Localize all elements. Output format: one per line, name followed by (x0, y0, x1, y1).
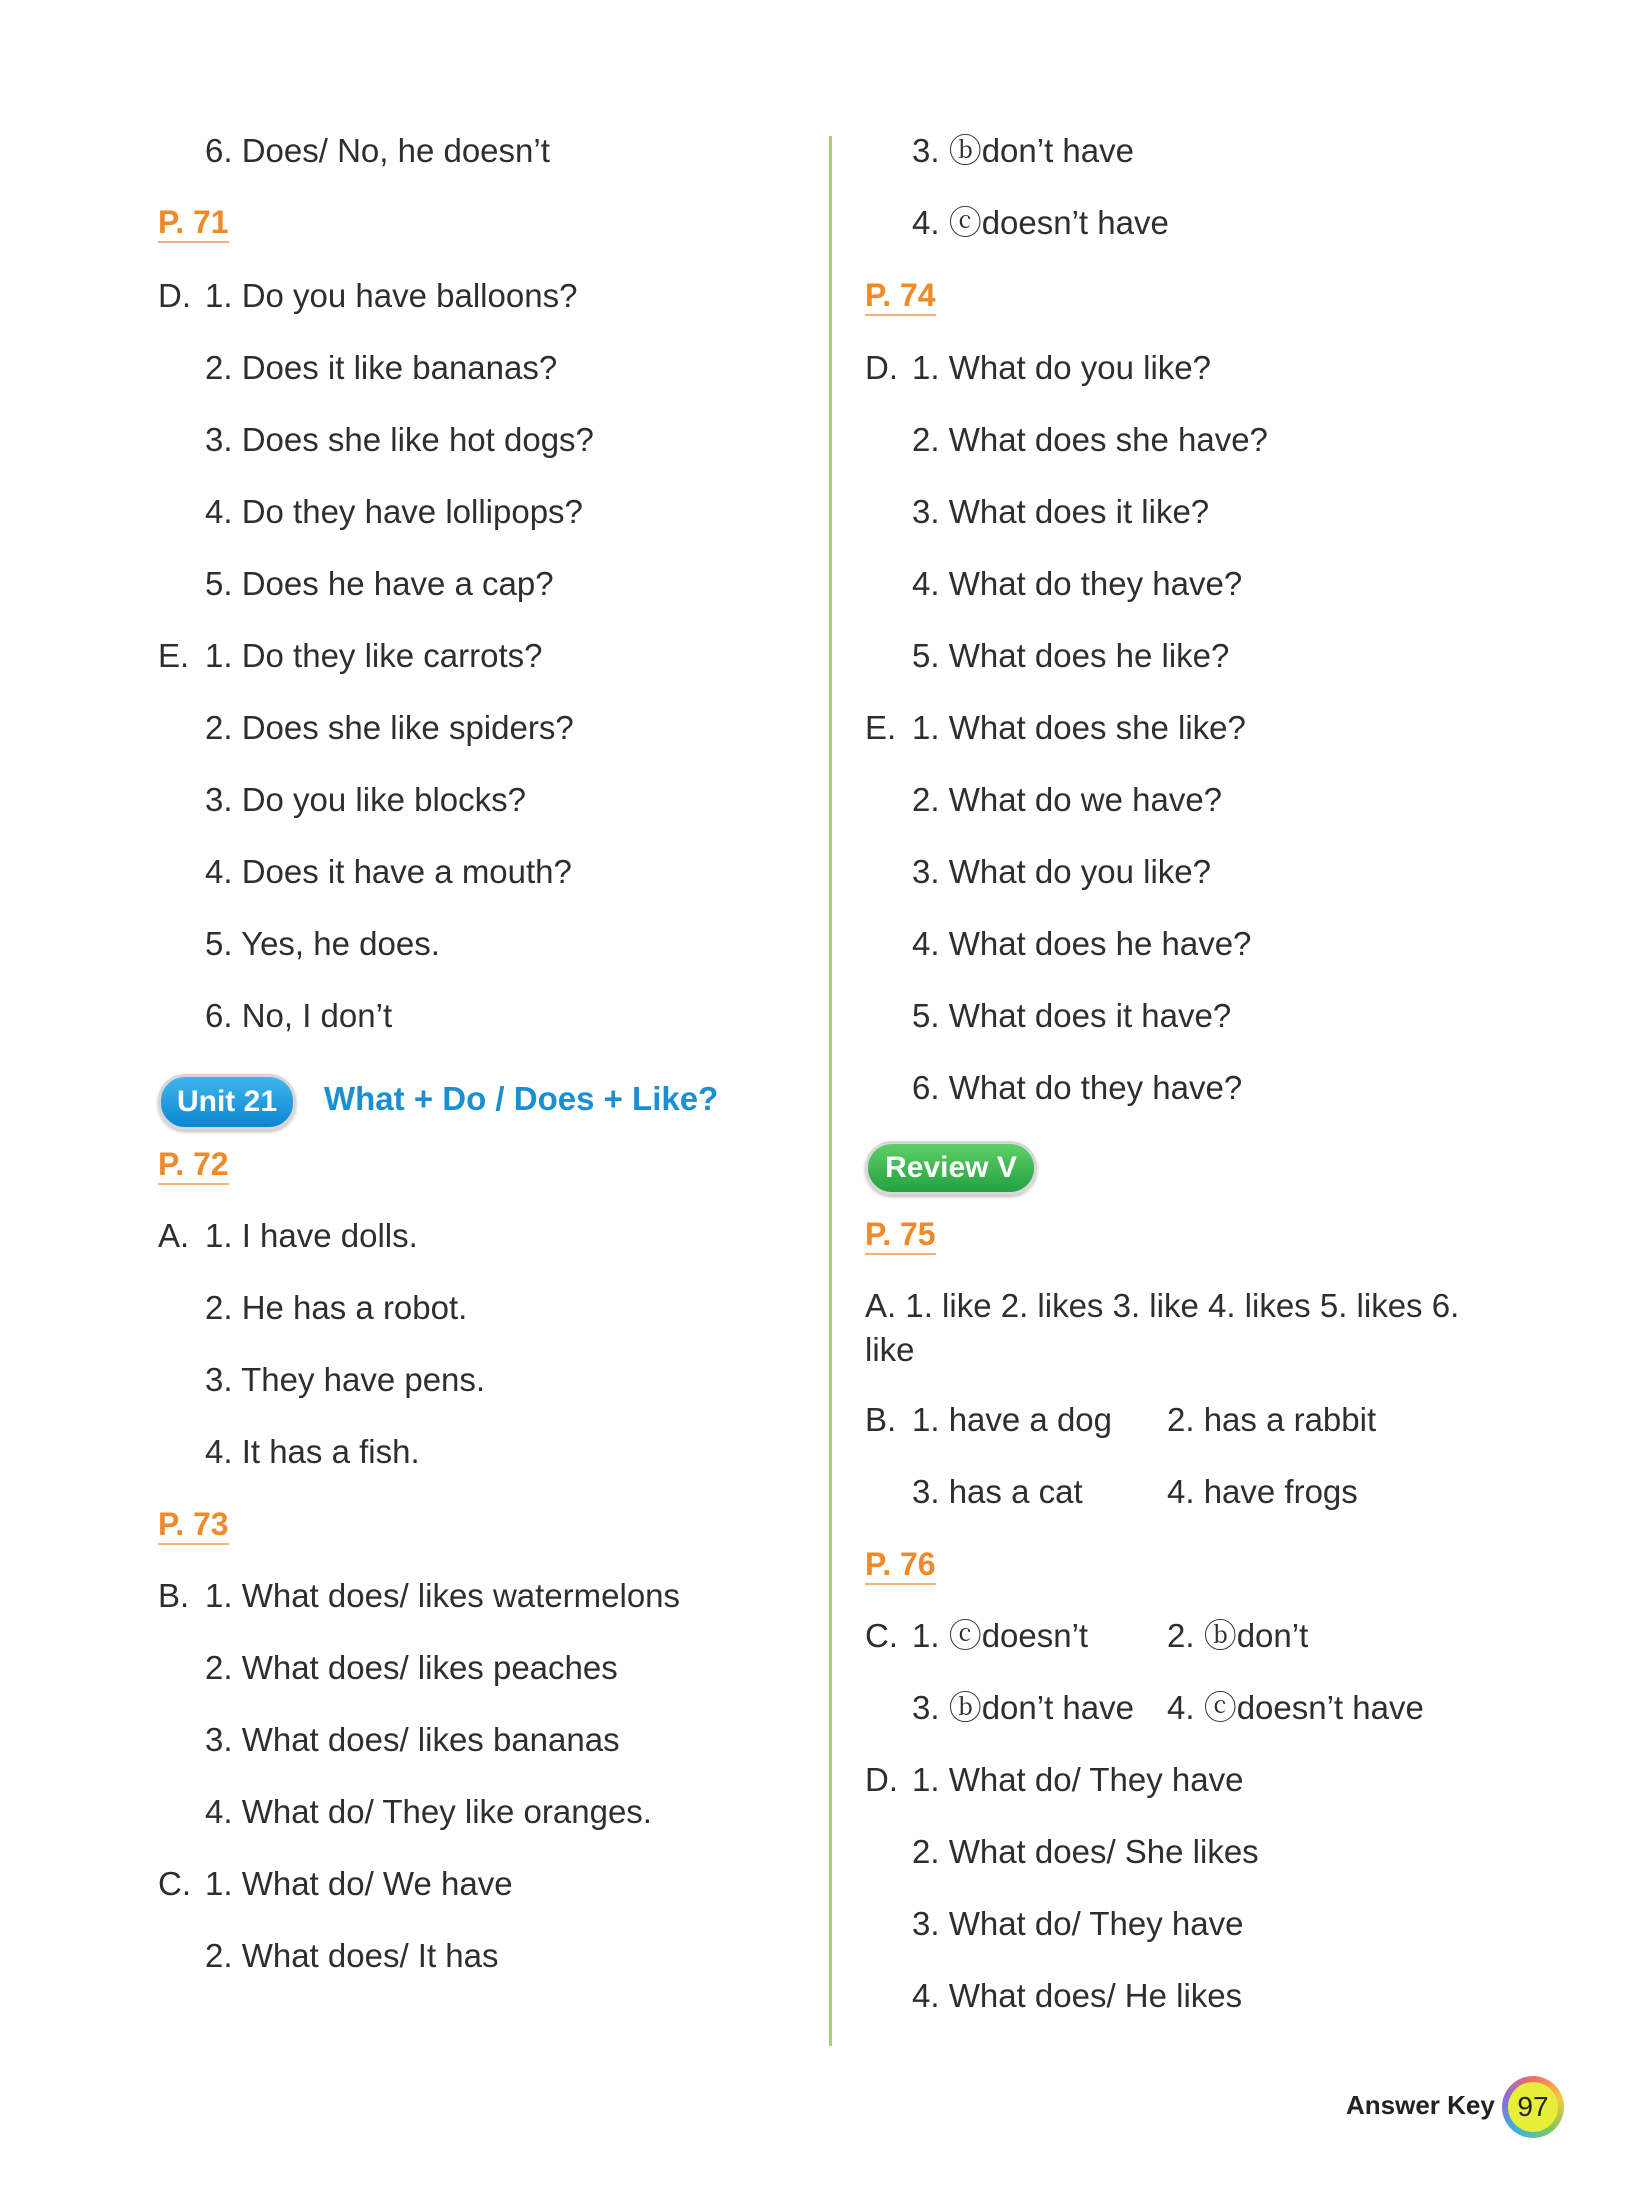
answer-line: 1. Do you have balloons? (205, 277, 578, 314)
answer-line: 4. Does it have a mouth? (205, 853, 572, 890)
section-letter: C. (158, 1865, 191, 1902)
page-ref-73: P. 73 (158, 1506, 229, 1545)
answer-line: 3. What do/ They have (912, 1905, 1244, 1942)
answer-line: 2. He has a robot. (205, 1289, 468, 1326)
section-a (158, 1216, 418, 1256)
section-letter: B. (865, 1401, 897, 1438)
answer-line: 4. What does he have? (912, 925, 1252, 962)
answer-line: 4. What do/ They like oranges. (205, 1793, 652, 1830)
answer-line: 1. What do you like? (912, 349, 1211, 386)
answer-line: 3. ⓑdon’t have (912, 132, 1134, 169)
page-number: 97 (1508, 2082, 1558, 2132)
answer-line: 4. Do they have lollipops? (205, 493, 583, 530)
answer-item: 3. has a cat (912, 1473, 1083, 1510)
section-e (865, 708, 1246, 748)
section-d (865, 348, 1211, 388)
answer-line: 6. No, I don’t (205, 997, 393, 1034)
section-letter: D. (158, 277, 191, 314)
answer-line: 1. What do/ They have (912, 1761, 1244, 1798)
unit-title: What + Do / Does + Like? (324, 1080, 719, 1117)
section-letter: E. (865, 709, 897, 746)
page-ref-75: P. 75 (865, 1216, 936, 1255)
answer-line: 4. What do they have? (912, 565, 1243, 602)
review-badge: Review V (865, 1141, 1037, 1195)
section-c (158, 1864, 513, 1904)
section-letter: A. (158, 1217, 190, 1254)
answer-row (865, 1688, 1424, 1728)
section-d2 (865, 1760, 1243, 1800)
answer-line: 1. Do they like carrots? (205, 637, 543, 674)
section-letter: C. (865, 1617, 898, 1654)
answer-row (865, 1472, 1358, 1512)
answer-item: 4. have frogs (1167, 1473, 1358, 1510)
section-c (865, 1616, 1308, 1656)
answer-line: 6. Does/ No, he doesn’t (205, 132, 550, 169)
answer-item: 2. ⓑdon’t (1167, 1617, 1309, 1654)
answer-line: 3. Does she like hot dogs? (205, 421, 594, 458)
answer-item: 4. ⓒdoesn’t have (1167, 1689, 1424, 1726)
answer-item: 1. have a dog (912, 1401, 1112, 1438)
answer-line: A. 1. like 2. likes 3. like 4. likes 5. likes 6. like (865, 1287, 1460, 1368)
answer-line: 2. What does/ likes peaches (205, 1649, 618, 1686)
answer-line: 4. What does/ He likes (912, 1977, 1243, 2014)
answer-line: 2. What does/ It has (205, 1937, 499, 1974)
answer-line: 2. Does it like bananas? (205, 349, 558, 386)
section-b (865, 1400, 1376, 1440)
answer-line: 2. Does she like spiders? (205, 709, 574, 746)
section-letter: E. (158, 637, 190, 674)
answer-line: 3. They have pens. (205, 1361, 486, 1398)
section-e (158, 636, 542, 676)
answer-line: 1. What does/ likes watermelons (205, 1577, 681, 1614)
page-ref-76: P. 76 (865, 1546, 936, 1585)
answer-item: 1. ⓒdoesn’t (912, 1617, 1089, 1654)
answer-line: 4. It has a fish. (205, 1433, 420, 1470)
page-number-badge (1502, 2076, 1564, 2138)
footer-label: Answer Key (1346, 2090, 1495, 2120)
section-letter: D. (865, 349, 898, 386)
answer-line: 2. What does she have? (912, 421, 1268, 458)
column-divider (829, 136, 832, 2046)
answer-line: 5. What does he like? (912, 637, 1230, 674)
answer-line: 6. What do they have? (912, 1069, 1243, 1106)
section-letter: B. (158, 1577, 190, 1614)
page-ref-71: P. 71 (158, 204, 229, 243)
answer-line: 3. What do you like? (912, 853, 1211, 890)
unit-badge: Unit 21 (158, 1074, 296, 1130)
section-letter: D. (865, 1761, 898, 1798)
section-b (158, 1576, 680, 1616)
section-d (158, 276, 577, 316)
answer-line: 3. What does/ likes bananas (205, 1721, 620, 1758)
answer-line: 3. What does it like? (912, 493, 1210, 530)
answer-line: 3. Do you like blocks? (205, 781, 526, 818)
answer-line: 5. Yes, he does. (205, 925, 440, 962)
answer-item: 2. has a rabbit (1167, 1401, 1377, 1438)
page-ref-74: P. 74 (865, 277, 936, 316)
answer-item: 3. ⓑdon’t have (912, 1689, 1134, 1726)
answer-line: 2. What do we have? (912, 781, 1223, 818)
answer-line: 2. What does/ She likes (912, 1833, 1259, 1870)
answer-line: 1. What do/ We have (205, 1865, 513, 1902)
answer-line: 1. I have dolls. (205, 1217, 418, 1254)
answer-line: 5. Does he have a cap? (205, 565, 554, 602)
page-ref-72: P. 72 (158, 1146, 229, 1185)
answer-line: 1. What does she like? (912, 709, 1246, 746)
answer-line: 5. What does it have? (912, 997, 1232, 1034)
answer-line: 4. ⓒdoesn’t have (912, 204, 1169, 241)
